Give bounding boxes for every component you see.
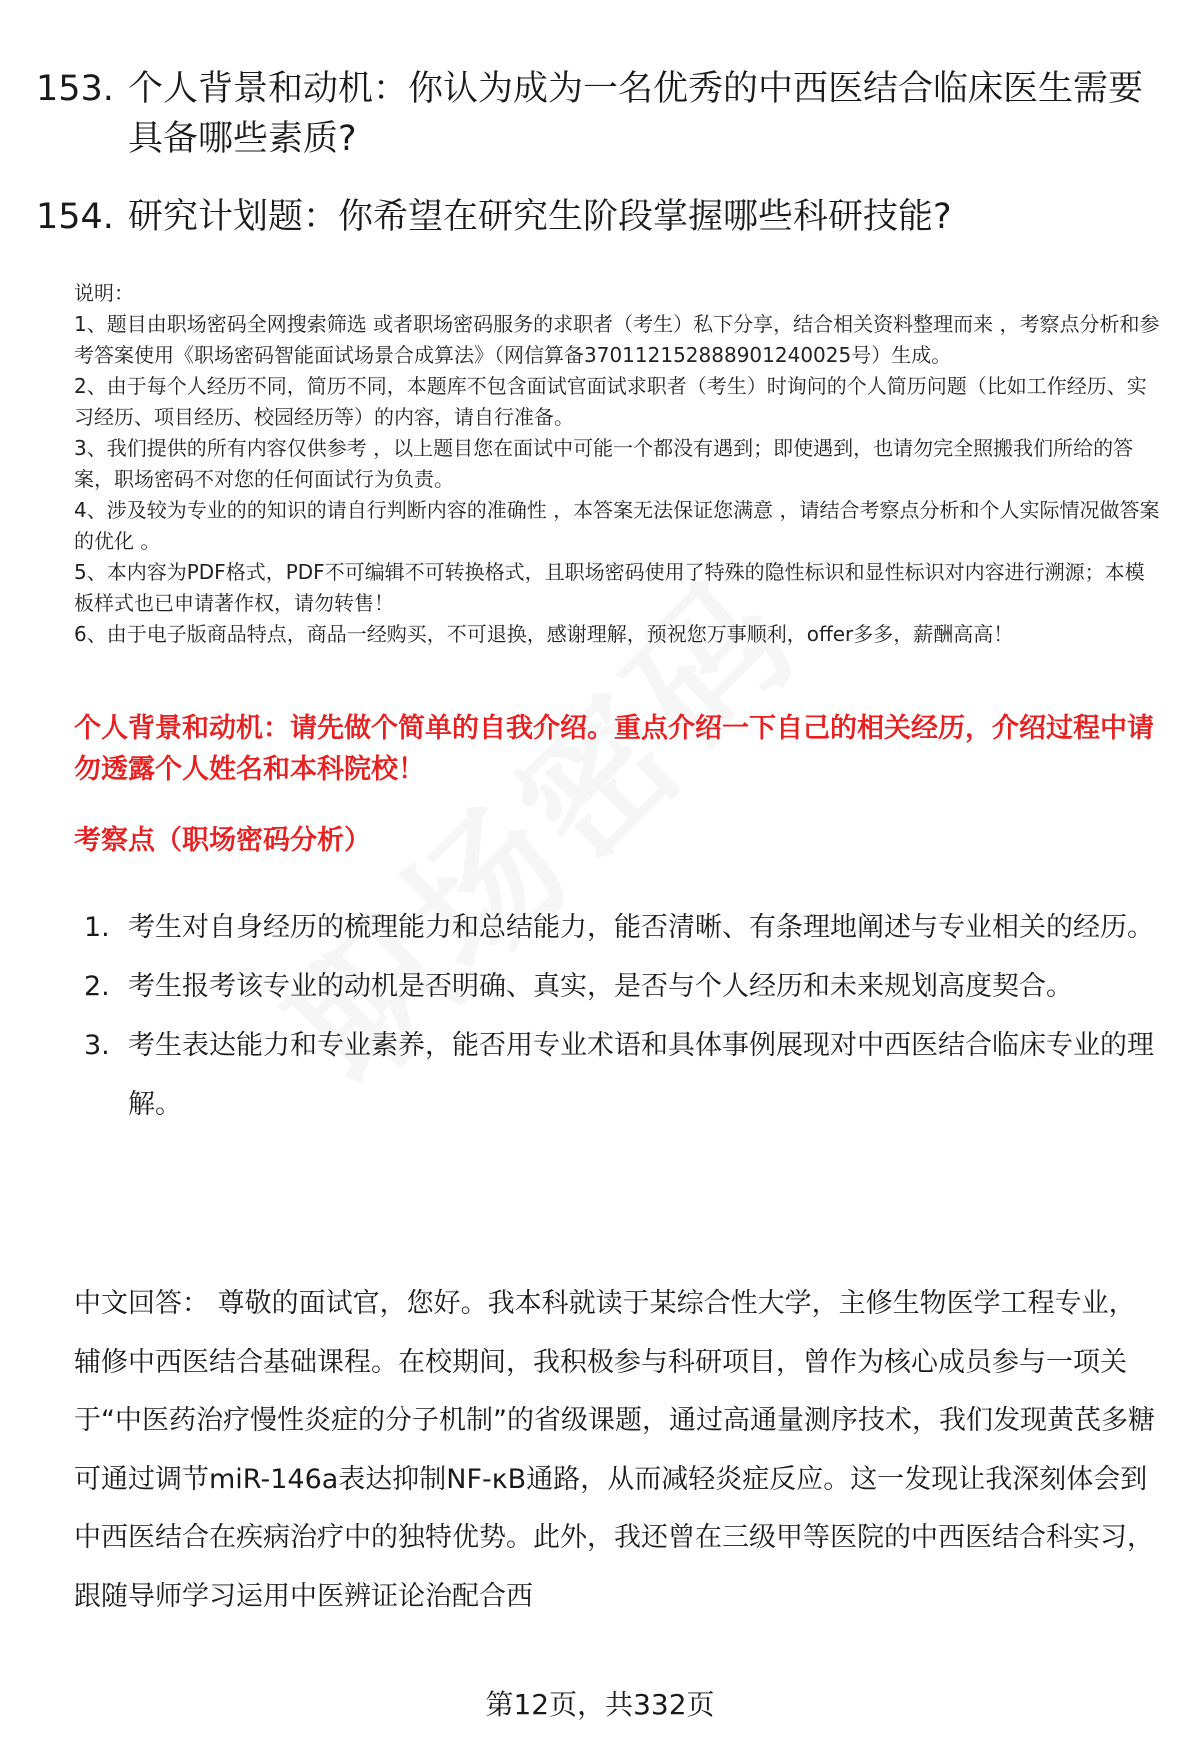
point-text: 考生表达能力和专业素养，能否用专业术语和具体事例展现对中西医结合临床专业的理解。 (128, 1030, 1154, 1120)
question-text: 研究计划题：你希望在研究生阶段掌握哪些科研技能? (128, 197, 952, 237)
note-item: 2、由于每个人经历不同，简历不同，本题库不包含面试官面试求职者（考生）时询问的个人简历问题（比如工作经历、实习经历、项目经历、校园经历等）的内容，请自行准备。 (74, 374, 1147, 429)
point-number: 2. (84, 971, 110, 1002)
note-item: 3、我们提供的所有内容仅供参考 ，以上题目您在面试中可能一个都没有遇到；即使遇到，也请勿完全照搬我们所给的答案，职场密码不对您的任何面试行为负责。 (74, 436, 1134, 491)
answer-label: 中文回答： (74, 1288, 209, 1319)
question-154 (36, 192, 1166, 242)
question-153 (36, 64, 1166, 164)
note-item: 1、题目由职场密码全网搜索筛选 或者职场密码服务的求职者（考生）私下分享，结合相关资料整理而来 ，考察点分析和参考答案使用《职场密码智能面试场景合成算法》（网信算备370112152888901240025号）生成。 (74, 312, 1160, 367)
background-question: 个人背景和动机：请先做个简单的自我介绍。重点介绍一下自己的相关经历，介绍过程中请勿透露个人姓名和本科院校！ (74, 713, 1154, 785)
point-number: 3. (84, 1030, 110, 1061)
notes-heading: 说明： (74, 281, 134, 305)
note-item: 4、涉及较为专业的的知识的请自行判断内容的准确性 ，本答案无法保证您满意 ，请结合考察点分析和个人实际情况做答案的优化 。 (74, 498, 1160, 553)
point-number: 1. (84, 912, 110, 943)
point-text: 考生对自身经历的梳理能力和总结能力，能否清晰、有条理地阐述与专业相关的经历。 (128, 912, 1154, 943)
point-text: 考生报考该专业的动机是否明确、真实，是否与个人经历和未来规划高度契合。 (128, 971, 1073, 1002)
analysis-title: 考察点（职场密码分析） (74, 825, 371, 856)
question-number: 153. (36, 69, 114, 109)
analysis-point (74, 957, 1154, 1016)
note-item: 5、本内容为PDF格式，PDF不可编辑不可转换格式，且职场密码使用了特殊的隐性标识和显性标识对内容进行溯源；本模板样式也已申请著作权，请勿转售！ (74, 560, 1145, 615)
answer-paragraph (74, 1275, 1160, 1626)
analysis-point (74, 1016, 1154, 1134)
analysis-point (74, 898, 1154, 957)
note-item: 6、由于电子版商品特点，商品一经购买，不可退换，感谢理解，预祝您万事顺利，offer多多，薪酬高高！ (74, 622, 1014, 646)
page-footer: 第12页，共332页 (485, 1688, 715, 1721)
answer-text: 尊敬的面试官，您好。我本科就读于某综合性大学，主修生物医学工程专业，辅修中西医结合基础课程。在校期间，我积极参与科研项目，曾作为核心成员参与一项关于“中医药治疗慢性炎症的分子机制”的省级课题，通过高通量测序技术，我们发现黄芪多糖可通过调节miR-146a表达抑制NF-κB通路，从而减轻炎症反应。这一发现让我深刻体会到中西医结合在疾病治疗中的独特优势。此外，我还曾在三级甲等医院的中西医结合科实习，跟随导师学习运用中医辨证论治配合西 (74, 1288, 1155, 1612)
notes-section (74, 278, 1164, 650)
question-text: 个人背景和动机：你认为成为一名优秀的中西医结合临床医生需要具备哪些素质? (128, 69, 1144, 159)
answer-section (74, 1275, 1160, 1626)
question-number: 154. (36, 197, 114, 237)
analysis-points (74, 898, 1154, 1134)
